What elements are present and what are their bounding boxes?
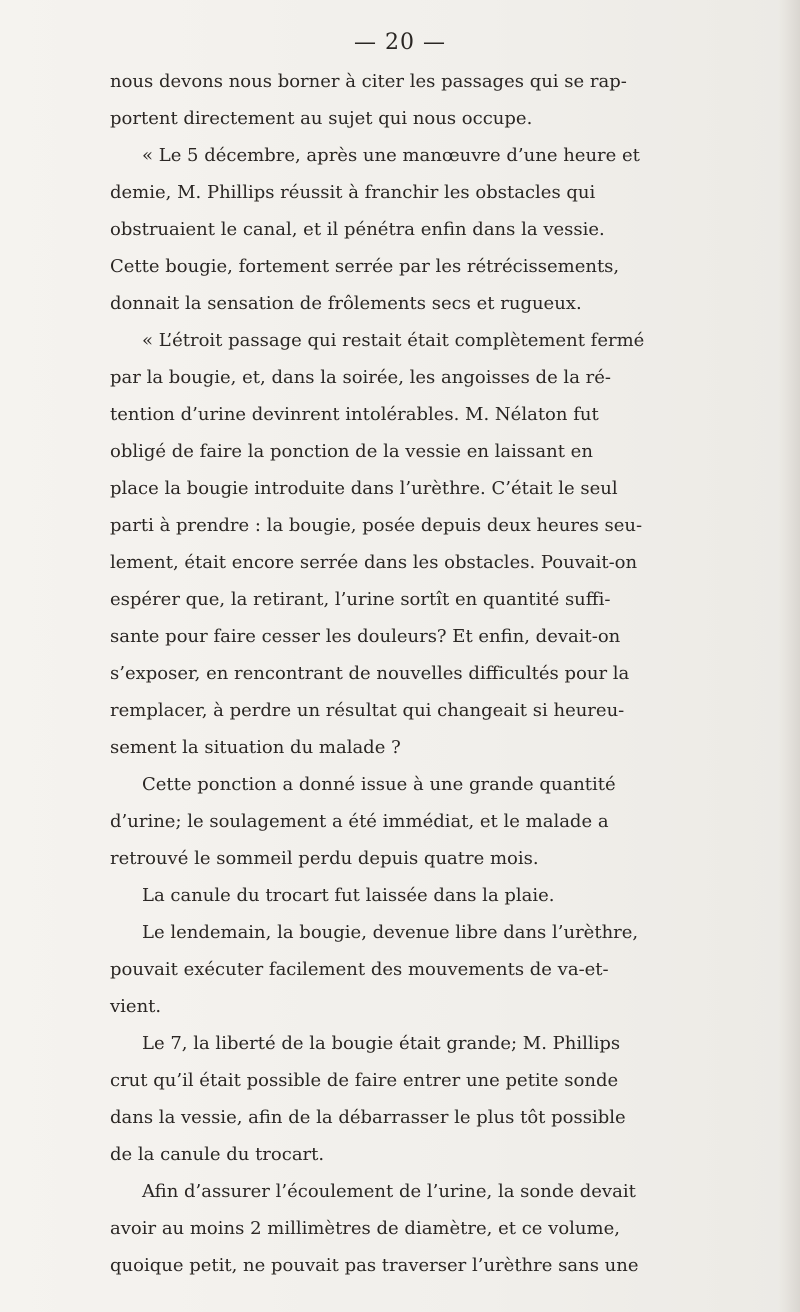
text-line: quoique petit, ne pouvait pas traverser l’urèthre sans une [110,1255,639,1276]
text-line: avoir au moins 2 millimètres de diamètre, et ce volume, [110,1218,620,1239]
text-line: de la canule du trocart. [110,1144,325,1165]
text-line: place la bougie introduite dans l’urèthre. C’était le seul [110,478,618,499]
text-line: remplacer, à perdre un résultat qui changeait si heureu- [110,700,625,721]
text-line: obligé de faire la ponction de la vessie en laissant en [110,441,593,462]
text-line: lement, était encore serrée dans les obstacles. Pouvait-on [110,552,638,573]
text-line: nous devons nous borner à citer les passages qui se rap- [110,71,627,92]
text-line: s’exposer, en rencontrant de nouvelles difficultés pour la [110,663,630,684]
text-line: vient. [110,996,162,1017]
text-line: Cette ponction a donné issue à une grande quantité [142,774,616,795]
text-line: Afin d’assurer l’écoulement de l’urine, la sonde devait [142,1181,636,1202]
text-line: « Le 5 décembre, après une manœuvre d’une heure et [142,145,640,166]
text-line: retrouvé le sommeil perdu depuis quatre mois. [110,848,539,869]
text-line: sement la situation du malade ? [110,737,401,758]
text-line: dans la vessie, afin de la débarrasser le plus tôt possible [110,1107,626,1128]
text-line: espérer que, la retirant, l’urine sortît en quantité suffi- [110,589,611,610]
text-line: crut qu’il était possible de faire entrer une petite sonde [110,1070,619,1091]
text-line: demie, M. Phillips réussit à franchir les obstacles qui [110,182,596,203]
text-line: Cette bougie, fortement serrée par les rétrécissements, [110,256,620,277]
text-line: d’urine; le soulagement a été immédiat, et le malade a [110,811,609,832]
text-line: pouvait exécuter facilement des mouvements de va-et- [110,959,609,980]
text-line: portent directement au sujet qui nous occupe. [110,108,533,129]
page-number: — 20 — [354,30,446,55]
text-line: donnait la sensation de frôlements secs et rugueux. [110,293,582,314]
text-line: parti à prendre : la bougie, posée depuis deux heures seu- [110,515,643,536]
text-line: sante pour faire cesser les douleurs? Et enfin, devait-on [110,626,621,647]
text-line: Le lendemain, la bougie, devenue libre dans l’urèthre, [142,922,639,943]
text-line: « L’étroit passage qui restait était complètement fermé [142,330,645,351]
text-line: par la bougie, et, dans la soirée, les angoisses de la ré- [110,367,611,388]
body-text [110,63,800,1284]
text-line: La canule du trocart fut laissée dans la plaie. [142,885,555,906]
text-line: tention d’urine devinrent intolérables. M. Nélaton fut [110,404,599,425]
text-line: Le 7, la liberté de la bougie était grande; M. Phillips [142,1033,621,1054]
text-line: obstruaient le canal, et il pénétra enfin dans la vessie. [110,219,605,240]
